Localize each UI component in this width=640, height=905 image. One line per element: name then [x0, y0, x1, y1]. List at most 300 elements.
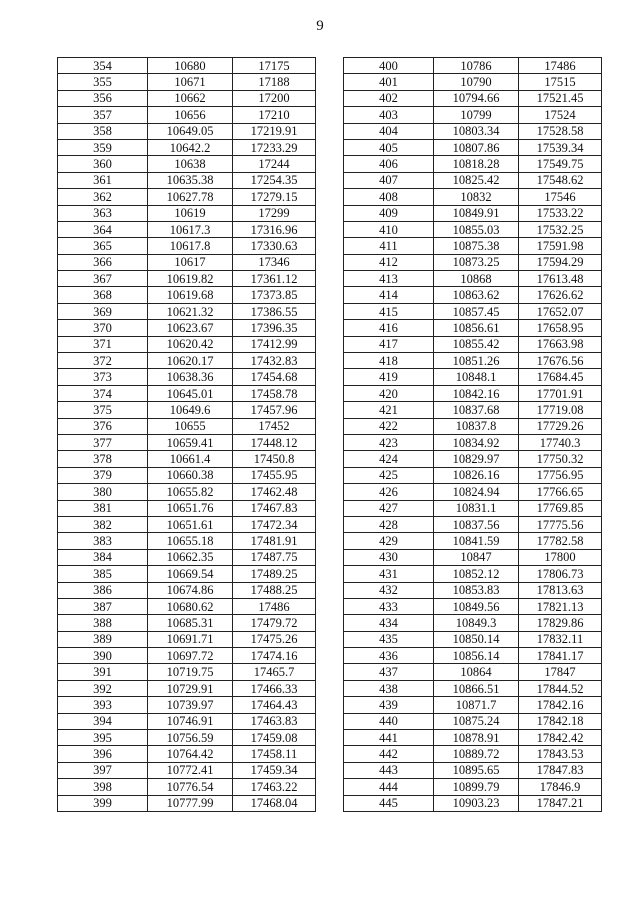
point-number-cell: 443: [344, 762, 434, 778]
x-coordinate-cell: 10777.99: [148, 795, 233, 811]
x-coordinate-cell: 10866.51: [434, 680, 519, 696]
y-coordinate-cell: 17841.17: [519, 648, 602, 664]
point-number-cell: 432: [344, 582, 434, 598]
table-row: [58, 74, 316, 90]
table-row: [344, 467, 602, 483]
x-coordinate-cell: 10756.59: [148, 730, 233, 746]
point-number-cell: 403: [344, 107, 434, 123]
y-coordinate-cell: 17806.73: [519, 566, 602, 582]
y-coordinate-cell: 17454.68: [233, 369, 316, 385]
y-coordinate-cell: 17457.96: [233, 402, 316, 418]
y-coordinate-cell: 17452: [233, 418, 316, 434]
table-row: [344, 156, 602, 172]
point-number-cell: 393: [58, 697, 148, 713]
point-number-cell: 414: [344, 287, 434, 303]
point-number-cell: 367: [58, 271, 148, 287]
x-coordinate-cell: 10661.4: [148, 451, 233, 467]
coordinates-table-left-body: [58, 58, 316, 812]
table-row: [344, 795, 602, 811]
table-row: [58, 467, 316, 483]
x-coordinate-cell: 10729.91: [148, 680, 233, 696]
point-number-cell: 406: [344, 156, 434, 172]
table-row: [344, 287, 602, 303]
x-coordinate-cell: 10638.36: [148, 369, 233, 385]
y-coordinate-cell: 17475.26: [233, 631, 316, 647]
x-coordinate-cell: 10620.42: [148, 336, 233, 352]
x-coordinate-cell: 10807.86: [434, 139, 519, 155]
point-number-cell: 360: [58, 156, 148, 172]
table-row: [344, 402, 602, 418]
table-row: [344, 385, 602, 401]
point-number-cell: 362: [58, 189, 148, 205]
x-coordinate-cell: 10856.14: [434, 648, 519, 664]
table-row: [344, 254, 602, 270]
table-row: [344, 139, 602, 155]
table-row: [344, 451, 602, 467]
table-row: [344, 566, 602, 582]
x-coordinate-cell: 10899.79: [434, 779, 519, 795]
y-coordinate-cell: 17489.25: [233, 566, 316, 582]
point-number-cell: 402: [344, 90, 434, 106]
point-number-cell: 436: [344, 648, 434, 664]
table-row: [344, 205, 602, 221]
x-coordinate-cell: 10739.97: [148, 697, 233, 713]
y-coordinate-cell: 17719.08: [519, 402, 602, 418]
x-coordinate-cell: 10649.6: [148, 402, 233, 418]
x-coordinate-cell: 10764.42: [148, 746, 233, 762]
table-row: [344, 697, 602, 713]
x-coordinate-cell: 10831.1: [434, 500, 519, 516]
y-coordinate-cell: 17486: [233, 598, 316, 614]
table-row: [344, 336, 602, 352]
y-coordinate-cell: 17346: [233, 254, 316, 270]
table-row: [344, 107, 602, 123]
y-coordinate-cell: 17175: [233, 58, 316, 74]
table-row: [58, 795, 316, 811]
point-number-cell: 439: [344, 697, 434, 713]
y-coordinate-cell: 17539.34: [519, 139, 602, 155]
y-coordinate-cell: 17844.52: [519, 680, 602, 696]
table-row: [344, 762, 602, 778]
y-coordinate-cell: 17219.91: [233, 123, 316, 139]
point-number-cell: 366: [58, 254, 148, 270]
table-row: [58, 549, 316, 565]
y-coordinate-cell: 17847.21: [519, 795, 602, 811]
point-number-cell: 382: [58, 516, 148, 532]
table-row: [58, 271, 316, 287]
table-row: [58, 123, 316, 139]
y-coordinate-cell: 17459.08: [233, 730, 316, 746]
point-number-cell: 374: [58, 385, 148, 401]
table-row: [58, 762, 316, 778]
point-number-cell: 415: [344, 303, 434, 319]
y-coordinate-cell: 17412.99: [233, 336, 316, 352]
table-row: [344, 680, 602, 696]
x-coordinate-cell: 10794.66: [434, 90, 519, 106]
table-row: [344, 58, 602, 74]
x-coordinate-cell: 10746.91: [148, 713, 233, 729]
x-coordinate-cell: 10619.68: [148, 287, 233, 303]
y-coordinate-cell: 17821.13: [519, 598, 602, 614]
y-coordinate-cell: 17549.75: [519, 156, 602, 172]
x-coordinate-cell: 10842.16: [434, 385, 519, 401]
y-coordinate-cell: 17528.58: [519, 123, 602, 139]
y-coordinate-cell: 17432.83: [233, 353, 316, 369]
x-coordinate-cell: 10837.8: [434, 418, 519, 434]
y-coordinate-cell: 17847: [519, 664, 602, 680]
point-number-cell: 359: [58, 139, 148, 155]
x-coordinate-cell: 10849.3: [434, 615, 519, 631]
x-coordinate-cell: 10825.42: [434, 172, 519, 188]
y-coordinate-cell: 17515: [519, 74, 602, 90]
point-number-cell: 390: [58, 648, 148, 664]
y-coordinate-cell: 17458.11: [233, 746, 316, 762]
x-coordinate-cell: 10847: [434, 549, 519, 565]
point-number-cell: 426: [344, 484, 434, 500]
table-row: [344, 500, 602, 516]
x-coordinate-cell: 10824.94: [434, 484, 519, 500]
table-row: [58, 90, 316, 106]
table-row: [344, 713, 602, 729]
x-coordinate-cell: 10856.61: [434, 320, 519, 336]
y-coordinate-cell: 17279.15: [233, 189, 316, 205]
point-number-cell: 355: [58, 74, 148, 90]
x-coordinate-cell: 10651.61: [148, 516, 233, 532]
x-coordinate-cell: 10853.83: [434, 582, 519, 598]
point-number-cell: 384: [58, 549, 148, 565]
x-coordinate-cell: 10627.78: [148, 189, 233, 205]
y-coordinate-cell: 17652.07: [519, 303, 602, 319]
y-coordinate-cell: 17464.43: [233, 697, 316, 713]
x-coordinate-cell: 10619.82: [148, 271, 233, 287]
x-coordinate-cell: 10848.1: [434, 369, 519, 385]
x-coordinate-cell: 10621.32: [148, 303, 233, 319]
table-row: [344, 303, 602, 319]
x-coordinate-cell: 10803.34: [434, 123, 519, 139]
table-row: [58, 434, 316, 450]
table-row: [344, 582, 602, 598]
y-coordinate-cell: 17488.25: [233, 582, 316, 598]
point-number-cell: 417: [344, 336, 434, 352]
table-row: [58, 58, 316, 74]
y-coordinate-cell: 17842.18: [519, 713, 602, 729]
y-coordinate-cell: 17254.35: [233, 172, 316, 188]
x-coordinate-cell: 10655: [148, 418, 233, 434]
x-coordinate-cell: 10863.62: [434, 287, 519, 303]
table-row: [58, 287, 316, 303]
y-coordinate-cell: 17684.45: [519, 369, 602, 385]
point-number-cell: 358: [58, 123, 148, 139]
point-number-cell: 404: [344, 123, 434, 139]
x-coordinate-cell: 10680.62: [148, 598, 233, 614]
y-coordinate-cell: 17829.86: [519, 615, 602, 631]
table-row: [58, 238, 316, 254]
y-coordinate-cell: 17448.12: [233, 434, 316, 450]
table-row: [344, 549, 602, 565]
table-row: [58, 533, 316, 549]
point-number-cell: 405: [344, 139, 434, 155]
x-coordinate-cell: 10829.97: [434, 451, 519, 467]
x-coordinate-cell: 10875.38: [434, 238, 519, 254]
point-number-cell: 365: [58, 238, 148, 254]
y-coordinate-cell: 17782.58: [519, 533, 602, 549]
y-coordinate-cell: 17594.29: [519, 254, 602, 270]
table-row: [58, 172, 316, 188]
table-row: [58, 336, 316, 352]
point-number-cell: 430: [344, 549, 434, 565]
table-row: [58, 451, 316, 467]
table-row: [58, 664, 316, 680]
y-coordinate-cell: 17750.32: [519, 451, 602, 467]
table-row: [344, 516, 602, 532]
point-number-cell: 423: [344, 434, 434, 450]
point-number-cell: 376: [58, 418, 148, 434]
x-coordinate-cell: 10850.14: [434, 631, 519, 647]
point-number-cell: 433: [344, 598, 434, 614]
x-coordinate-cell: 10649.05: [148, 123, 233, 139]
point-number-cell: 412: [344, 254, 434, 270]
table-row: [58, 221, 316, 237]
point-number-cell: 371: [58, 336, 148, 352]
point-number-cell: 427: [344, 500, 434, 516]
coordinates-table-left: [57, 57, 316, 812]
x-coordinate-cell: 10680: [148, 58, 233, 74]
point-number-cell: 373: [58, 369, 148, 385]
table-row: [344, 615, 602, 631]
point-number-cell: 398: [58, 779, 148, 795]
point-number-cell: 409: [344, 205, 434, 221]
table-row: [58, 369, 316, 385]
point-number-cell: 379: [58, 467, 148, 483]
point-number-cell: 400: [344, 58, 434, 74]
y-coordinate-cell: 17450.8: [233, 451, 316, 467]
y-coordinate-cell: 17766.65: [519, 484, 602, 500]
table-row: [58, 598, 316, 614]
table-row: [58, 107, 316, 123]
table-row: [344, 90, 602, 106]
y-coordinate-cell: 17361.12: [233, 271, 316, 287]
table-row: [58, 418, 316, 434]
table-row: [344, 353, 602, 369]
x-coordinate-cell: 10651.76: [148, 500, 233, 516]
table-row: [58, 484, 316, 500]
x-coordinate-cell: 10617: [148, 254, 233, 270]
y-coordinate-cell: 17299: [233, 205, 316, 221]
table-row: [344, 664, 602, 680]
y-coordinate-cell: 17533.22: [519, 205, 602, 221]
point-number-cell: 429: [344, 533, 434, 549]
point-number-cell: 385: [58, 566, 148, 582]
table-row: [58, 402, 316, 418]
x-coordinate-cell: 10818.28: [434, 156, 519, 172]
point-number-cell: 392: [58, 680, 148, 696]
table-row: [344, 779, 602, 795]
y-coordinate-cell: 17521.45: [519, 90, 602, 106]
y-coordinate-cell: 17386.55: [233, 303, 316, 319]
y-coordinate-cell: 17210: [233, 107, 316, 123]
point-number-cell: 416: [344, 320, 434, 336]
point-number-cell: 419: [344, 369, 434, 385]
y-coordinate-cell: 17465.7: [233, 664, 316, 680]
x-coordinate-cell: 10656: [148, 107, 233, 123]
x-coordinate-cell: 10776.54: [148, 779, 233, 795]
table-row: [58, 303, 316, 319]
y-coordinate-cell: 17463.22: [233, 779, 316, 795]
table-row: [344, 271, 602, 287]
point-number-cell: 377: [58, 434, 148, 450]
point-number-cell: 410: [344, 221, 434, 237]
point-number-cell: 397: [58, 762, 148, 778]
table-row: [58, 516, 316, 532]
coordinates-table-right-body: [344, 58, 602, 812]
point-number-cell: 418: [344, 353, 434, 369]
x-coordinate-cell: 10903.23: [434, 795, 519, 811]
x-coordinate-cell: 10674.86: [148, 582, 233, 598]
y-coordinate-cell: 17832.11: [519, 631, 602, 647]
point-number-cell: 354: [58, 58, 148, 74]
y-coordinate-cell: 17373.85: [233, 287, 316, 303]
table-row: [58, 139, 316, 155]
y-coordinate-cell: 17458.78: [233, 385, 316, 401]
y-coordinate-cell: 17466.33: [233, 680, 316, 696]
table-row: [344, 238, 602, 254]
table-row: [344, 648, 602, 664]
x-coordinate-cell: 10662: [148, 90, 233, 106]
point-number-cell: 361: [58, 172, 148, 188]
x-coordinate-cell: 10638: [148, 156, 233, 172]
y-coordinate-cell: 17658.95: [519, 320, 602, 336]
y-coordinate-cell: 17486: [519, 58, 602, 74]
y-coordinate-cell: 17200: [233, 90, 316, 106]
point-number-cell: 437: [344, 664, 434, 680]
y-coordinate-cell: 17330.63: [233, 238, 316, 254]
x-coordinate-cell: 10878.91: [434, 730, 519, 746]
page-number: 9: [316, 18, 324, 34]
table-row: [344, 598, 602, 614]
x-coordinate-cell: 10671: [148, 74, 233, 90]
x-coordinate-cell: 10635.38: [148, 172, 233, 188]
table-row: [344, 189, 602, 205]
x-coordinate-cell: 10620.17: [148, 353, 233, 369]
point-number-cell: 411: [344, 238, 434, 254]
point-number-cell: 364: [58, 221, 148, 237]
y-coordinate-cell: 17455.95: [233, 467, 316, 483]
point-number-cell: 363: [58, 205, 148, 221]
x-coordinate-cell: 10837.56: [434, 516, 519, 532]
table-row: [344, 221, 602, 237]
point-number-cell: 438: [344, 680, 434, 696]
x-coordinate-cell: 10857.45: [434, 303, 519, 319]
y-coordinate-cell: 17843.53: [519, 746, 602, 762]
point-number-cell: 395: [58, 730, 148, 746]
table-row: [58, 631, 316, 647]
point-number-cell: 370: [58, 320, 148, 336]
x-coordinate-cell: 10889.72: [434, 746, 519, 762]
x-coordinate-cell: 10691.71: [148, 631, 233, 647]
table-row: [344, 418, 602, 434]
table-row: [58, 680, 316, 696]
table-row: [58, 566, 316, 582]
y-coordinate-cell: 17813.63: [519, 582, 602, 598]
y-coordinate-cell: 17626.62: [519, 287, 602, 303]
table-row: [58, 713, 316, 729]
point-number-cell: 396: [58, 746, 148, 762]
y-coordinate-cell: 17548.62: [519, 172, 602, 188]
x-coordinate-cell: 10832: [434, 189, 519, 205]
x-coordinate-cell: 10655.18: [148, 533, 233, 549]
y-coordinate-cell: 17472.34: [233, 516, 316, 532]
point-number-cell: 441: [344, 730, 434, 746]
x-coordinate-cell: 10660.38: [148, 467, 233, 483]
table-row: [58, 697, 316, 713]
x-coordinate-cell: 10617.3: [148, 221, 233, 237]
point-number-cell: 424: [344, 451, 434, 467]
point-number-cell: 431: [344, 566, 434, 582]
point-number-cell: 372: [58, 353, 148, 369]
y-coordinate-cell: 17842.16: [519, 697, 602, 713]
x-coordinate-cell: 10873.25: [434, 254, 519, 270]
point-number-cell: 387: [58, 598, 148, 614]
table-row: [58, 648, 316, 664]
y-coordinate-cell: 17524: [519, 107, 602, 123]
point-number-cell: 408: [344, 189, 434, 205]
point-number-cell: 421: [344, 402, 434, 418]
point-number-cell: 425: [344, 467, 434, 483]
y-coordinate-cell: 17396.35: [233, 320, 316, 336]
point-number-cell: 388: [58, 615, 148, 631]
y-coordinate-cell: 17740.3: [519, 434, 602, 450]
x-coordinate-cell: 10617.8: [148, 238, 233, 254]
x-coordinate-cell: 10619: [148, 205, 233, 221]
y-coordinate-cell: 17532.25: [519, 221, 602, 237]
point-number-cell: 386: [58, 582, 148, 598]
point-number-cell: 407: [344, 172, 434, 188]
x-coordinate-cell: 10786: [434, 58, 519, 74]
point-number-cell: 389: [58, 631, 148, 647]
y-coordinate-cell: 17842.42: [519, 730, 602, 746]
coordinates-table-right: [343, 57, 602, 812]
point-number-cell: 413: [344, 271, 434, 287]
y-coordinate-cell: 17474.16: [233, 648, 316, 664]
point-number-cell: 420: [344, 385, 434, 401]
x-coordinate-cell: 10834.92: [434, 434, 519, 450]
point-number-cell: 444: [344, 779, 434, 795]
table-row: [344, 533, 602, 549]
point-number-cell: 383: [58, 533, 148, 549]
y-coordinate-cell: 17756.95: [519, 467, 602, 483]
table-row: [344, 369, 602, 385]
point-number-cell: 440: [344, 713, 434, 729]
table-row: [58, 615, 316, 631]
x-coordinate-cell: 10826.16: [434, 467, 519, 483]
y-coordinate-cell: 17775.56: [519, 516, 602, 532]
table-row: [344, 172, 602, 188]
point-number-cell: 401: [344, 74, 434, 90]
x-coordinate-cell: 10849.56: [434, 598, 519, 614]
table-row: [58, 254, 316, 270]
table-row: [344, 730, 602, 746]
table-row: [58, 353, 316, 369]
y-coordinate-cell: 17487.75: [233, 549, 316, 565]
y-coordinate-cell: 17468.04: [233, 795, 316, 811]
x-coordinate-cell: 10697.72: [148, 648, 233, 664]
table-row: [344, 320, 602, 336]
x-coordinate-cell: 10837.68: [434, 402, 519, 418]
x-coordinate-cell: 10659.41: [148, 434, 233, 450]
x-coordinate-cell: 10799: [434, 107, 519, 123]
table-row: [344, 74, 602, 90]
point-number-cell: 357: [58, 107, 148, 123]
